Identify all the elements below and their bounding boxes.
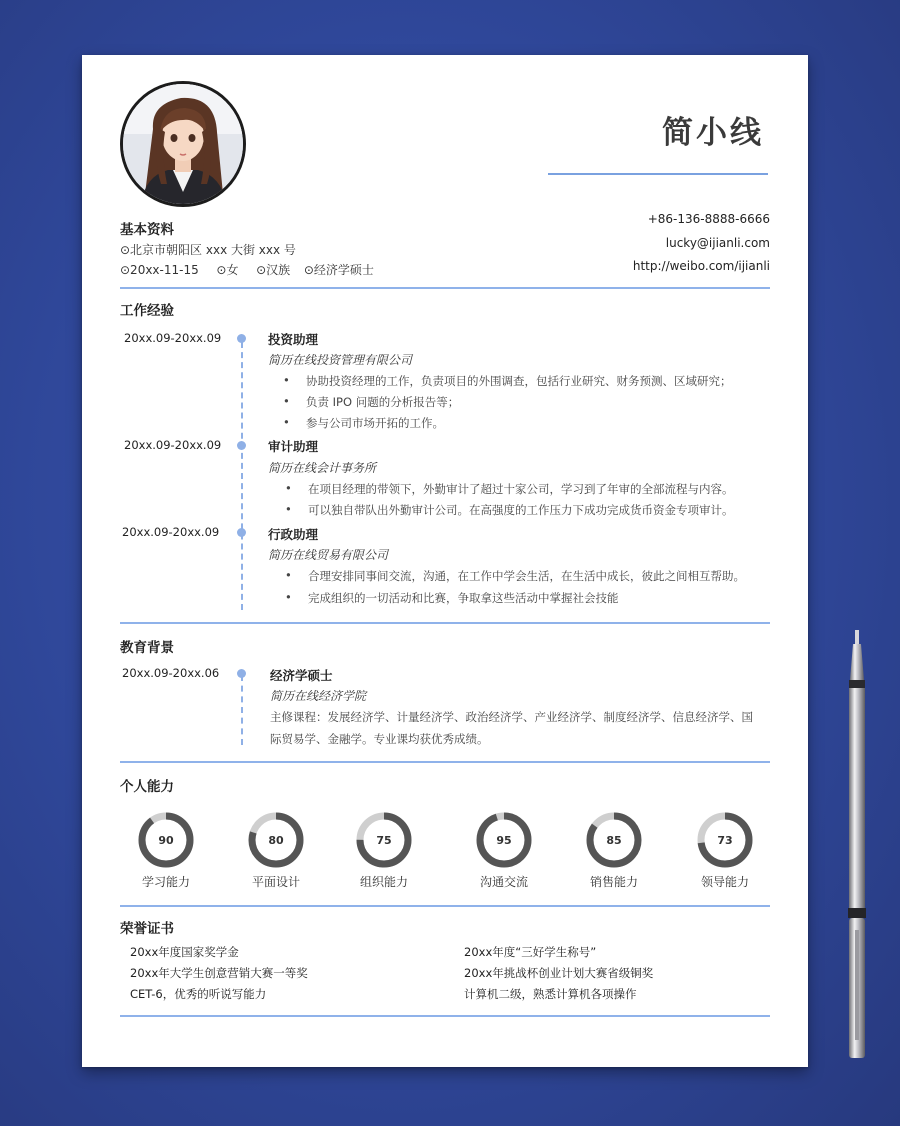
courses-line: 际贸易学、金融学。专业课均获优秀成绩。 (270, 732, 489, 746)
degree: ⊙经济学硕士 (303, 263, 374, 277)
divider (120, 1015, 770, 1017)
job-bullet: • 完成组织的一切活动和比赛，争取拿这些活动中掌握社会技能 (308, 590, 619, 606)
timeline-dot (237, 669, 246, 678)
skill-ring (137, 811, 195, 869)
email[interactable]: lucky@ijianli.com (665, 236, 770, 250)
job-bullet: • 合理安排同事间交流，沟通，在工作中学会生活，在生活中成长，彼此之间相互帮助。 (308, 568, 745, 584)
education-section-title: 教育背景 (120, 640, 174, 656)
divider (120, 905, 770, 907)
honor-item: 计算机二级，熟悉计算机各项操作 (464, 987, 637, 1001)
job-bullet: • 可以独自带队出外勤审计公司。在高强度的工作压力下成功完成货币资金专项审计。 (308, 502, 734, 518)
website[interactable]: http://weibo.com/ijianli (632, 259, 770, 273)
address: ⊙北京市朝阳区 xxx 大街 xxx 号 (120, 243, 296, 257)
skill-gauge (685, 811, 765, 890)
honor-item: 20xx年挑战杯创业计划大赛省级铜奖 (464, 966, 654, 980)
work-date: 20xx.09-20xx.09 (122, 525, 220, 539)
skill-label: 学习能力 (141, 875, 190, 889)
work-section-title: 工作经验 (120, 303, 174, 319)
avatar (120, 81, 246, 207)
company-name: 简历在线会计事务所 (268, 461, 377, 475)
skill-value: 73 (717, 834, 733, 847)
skill-ring (475, 811, 533, 869)
pen-illustration (846, 630, 868, 1070)
job-title: 审计助理 (268, 439, 319, 454)
skill-gauge (344, 811, 424, 890)
skill-value: 95 (496, 834, 512, 847)
name-underline (548, 173, 768, 175)
job-bullet: • 协助投资经理的工作，负责项目的外围调查，包括行业研究、财务预测、区域研究； (306, 373, 732, 389)
company-name: 简历在线投资管理有限公司 (268, 353, 413, 367)
job-bullet: • 负责 IPO 问题的分析报告等； (306, 394, 459, 410)
divider (120, 287, 770, 289)
candidate-name: 简小线 (662, 115, 764, 151)
skill-label: 平面设计 (251, 875, 300, 889)
honor-item: 20xx年大学生创意营销大赛一等奖 (130, 966, 308, 980)
honor-item: CET-6，优秀的听说写能力 (130, 987, 267, 1001)
courses-line: 主修课程：发展经济学、计量经济学、政治经济学、产业经济学、制度经济学、信息经济学、国 (270, 710, 753, 724)
honor-item: 20xx年度“三好学生称号” (464, 945, 597, 959)
timeline-dot (237, 334, 246, 343)
job-bullet: • 在项目经理的带领下，外勤审计了超过十家公司，学习到了年审的全部流程与内容。 (308, 481, 734, 497)
skill-gauge (236, 811, 316, 890)
job-bullet: • 参与公司市场开拓的工作。 (306, 415, 444, 431)
job-title: 投资助理 (268, 332, 319, 347)
honor-item: 20xx年度国家奖学金 (130, 945, 239, 959)
timeline-dot (237, 528, 246, 537)
skills-section-title: 个人能力 (120, 779, 174, 795)
skill-gauge (574, 811, 654, 890)
education-degree: 经济学硕士 (270, 668, 333, 683)
education-date: 20xx.09-20xx.06 (122, 666, 220, 680)
ethnicity: ⊙汉族 (256, 263, 291, 277)
work-date: 20xx.09-20xx.09 (124, 331, 222, 345)
resume-page (82, 55, 808, 1067)
education-timeline-line (241, 675, 243, 745)
skill-value: 80 (268, 834, 284, 847)
divider (120, 622, 770, 624)
skill-value: 75 (376, 834, 392, 847)
work-date: 20xx.09-20xx.09 (124, 438, 222, 452)
skills-row (82, 811, 808, 895)
work-timeline-line (241, 342, 243, 610)
timeline-dot (237, 441, 246, 450)
skill-ring (585, 811, 643, 869)
company-name: 简历在线贸易有限公司 (268, 548, 389, 562)
avatar-illustration (123, 84, 243, 204)
birth-date: ⊙20xx-11-15 (120, 263, 199, 277)
gender: ⊙女 (216, 263, 239, 277)
school-name: 简历在线经济学院 (270, 689, 367, 703)
skill-gauge (126, 811, 206, 890)
skill-gauge (464, 811, 544, 890)
skill-label: 组织能力 (359, 875, 408, 889)
skill-label: 领导能力 (700, 875, 749, 889)
basic-info-title: 基本资料 (120, 222, 174, 238)
skill-value: 90 (158, 834, 174, 847)
skill-label: 沟通交流 (479, 875, 528, 889)
job-title: 行政助理 (268, 527, 319, 542)
skill-value: 85 (606, 834, 622, 847)
skill-label: 销售能力 (589, 875, 638, 889)
personal-details (120, 261, 374, 278)
courses (270, 706, 780, 750)
phone: +86-136-8888-6666 (647, 212, 770, 226)
skill-ring (355, 811, 413, 869)
skill-ring (696, 811, 754, 869)
divider (120, 761, 770, 763)
honors-section-title: 荣誉证书 (120, 921, 174, 937)
skill-ring (247, 811, 305, 869)
